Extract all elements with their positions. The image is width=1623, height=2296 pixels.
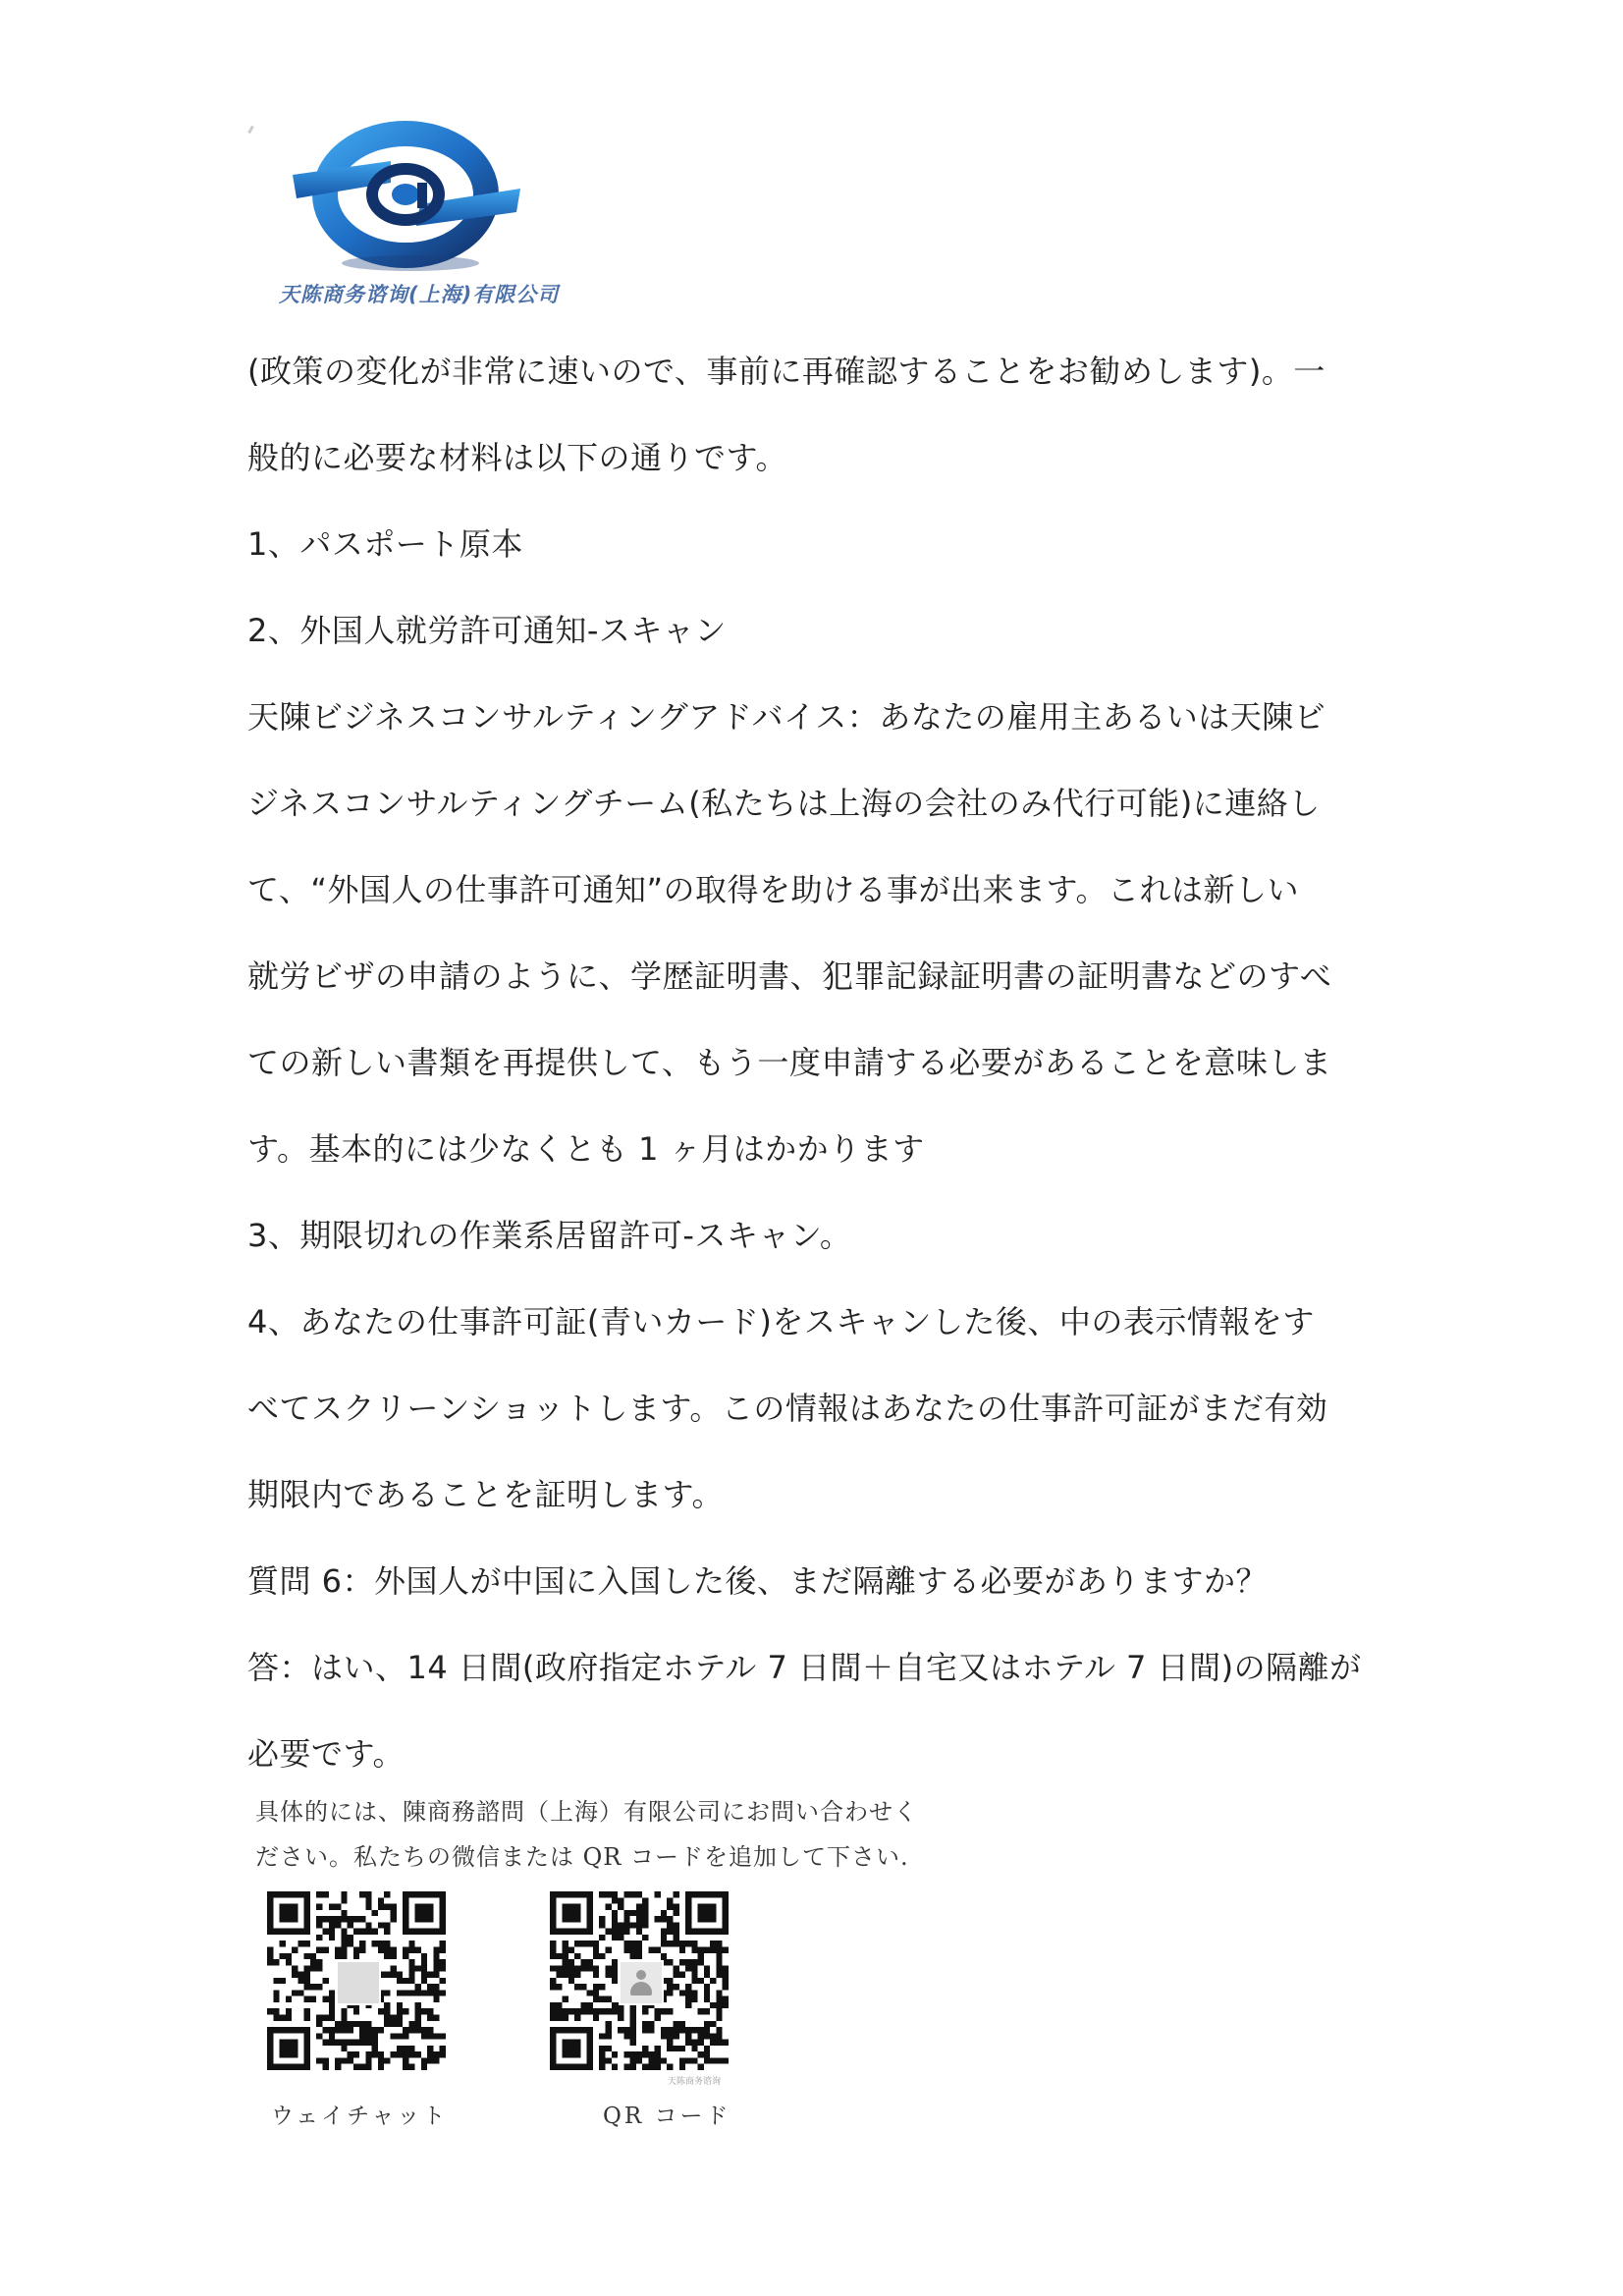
wechat-avatar <box>336 1960 381 2005</box>
contact-note <box>255 1789 1001 1880</box>
body-line: て、“外国人の仕事許可通知”の取得を助ける事が出来ます。これは新しい <box>247 871 1299 908</box>
contact-line-1: 具体的には、陳商務諮問（上海）有限公司にお問い合わせく <box>255 1798 918 1826</box>
qr-watermark: 天陈商务谘询 <box>668 2077 722 2087</box>
body-line: 3、期限切れの作業系居留許可-スキャン。 <box>247 1217 852 1254</box>
company-logo <box>243 118 558 314</box>
user-avatar-icon <box>628 1968 654 1997</box>
body-line: 4、あなたの仕事許可証(青いカード)をスキャンした後、中の表示情報をす <box>247 1303 1315 1340</box>
qr-code-label: QR コード <box>603 2104 731 2129</box>
body-line: す。基本的には少なくとも 1 ヶ月はかかります <box>247 1130 925 1168</box>
body-text <box>247 328 1386 1797</box>
body-line: 天陳ビジネスコンサルティングアドバイス：あなたの雇用主あるいは天陳ビ <box>247 698 1326 736</box>
body-line: 質問 6：外国人が中国に入国した後、まだ隔離する必要がありますか？ <box>247 1562 1269 1600</box>
logo-caption: 天陈商务谘询(上海)有限公司 <box>279 283 560 306</box>
avatar-placeholder <box>619 1960 664 2005</box>
body-line: 2、外国人就労許可通知-スキャン <box>247 612 727 649</box>
wechat-qr-label: ウェイチャット <box>271 2104 449 2129</box>
body-line: 期限内であることを証明します。 <box>247 1476 724 1513</box>
wechat-qr-icon[interactable] <box>267 1891 446 2070</box>
body-line: 就労ビザの申請のように、学歴証明書、犯罪記録証明書の証明書などのすべ <box>247 957 1332 995</box>
body-line: 1、パスポート原本 <box>247 525 523 563</box>
body-line: べてスクリーンショットします。この情報はあなたの仕事許可証がまだ有効 <box>247 1390 1328 1427</box>
body-line: 般的に必要な材料は以下の通りです。 <box>247 439 787 476</box>
body-line: 答：はい、14 日間(政府指定ホテル 7 日間＋自宅又はホテル 7 日間)の隔離が <box>247 1649 1362 1686</box>
contact-line-2: ださい。私たちの微信または QR コードを追加して下さい. <box>255 1843 909 1871</box>
body-line: (政策の変化が非常に速いので、事前に再確認することをお勧めします)。一 <box>247 353 1325 390</box>
body-line: 必要です。 <box>247 1735 405 1773</box>
body-line: ジネスコンサルティングチーム(私たちは上海の会社のみ代行可能)に連絡し <box>247 785 1321 822</box>
qr-code-icon[interactable] <box>550 1891 729 2087</box>
logo-emblem-icon <box>243 118 558 285</box>
body-line: ての新しい書類を再提供して、もう一度申請する必要があることを意味しま <box>247 1044 1332 1081</box>
